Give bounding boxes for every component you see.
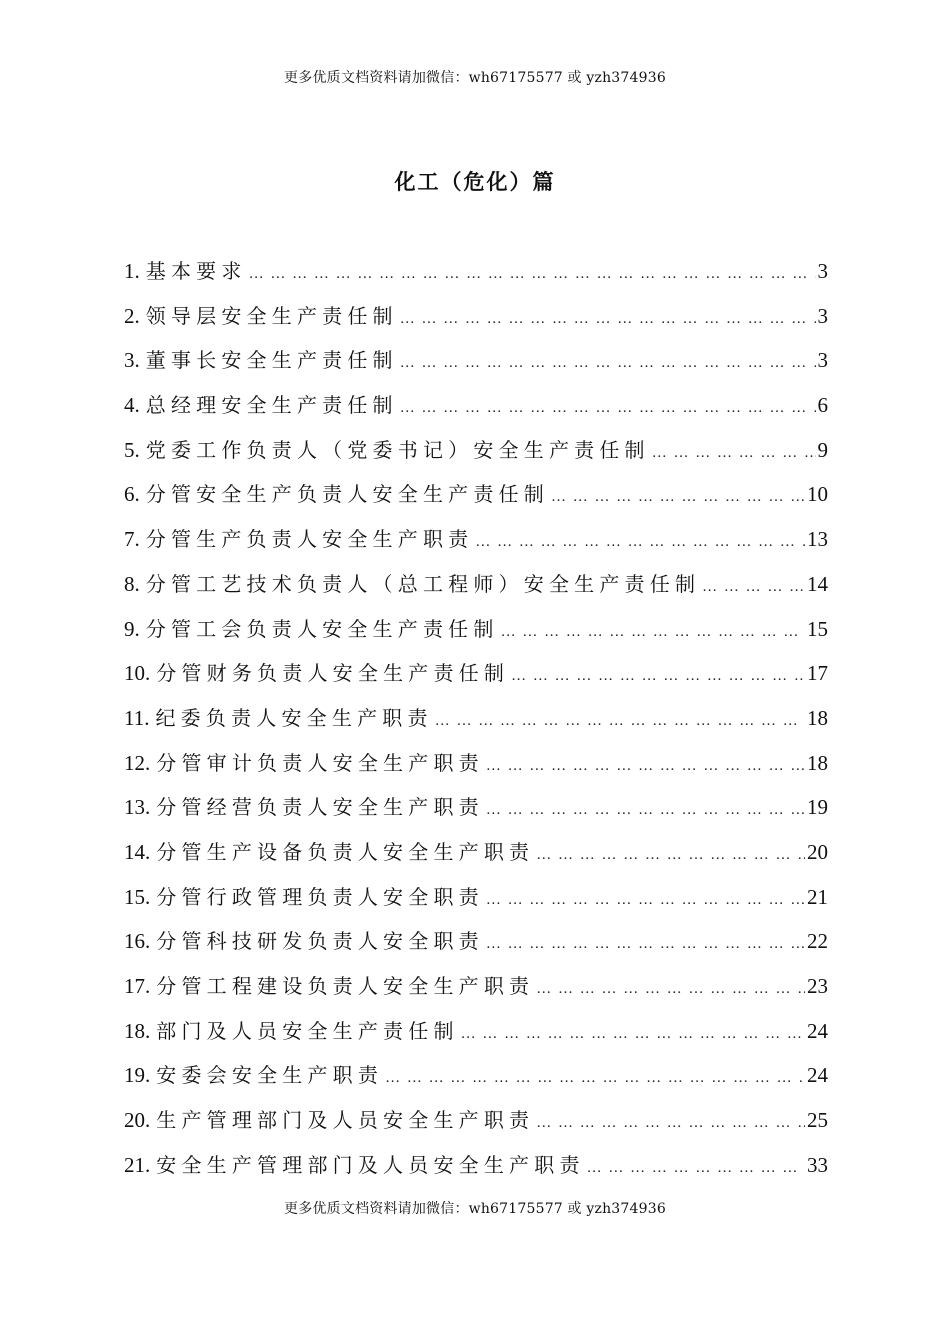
toc-entry-label: 分管审计负责人安全生产职责: [156, 750, 484, 775]
toc-entry-label: 部门及人员安全生产责任制: [156, 1018, 459, 1043]
toc-dot-leader: [486, 793, 805, 827]
toc-entry-page: 25: [807, 1108, 828, 1133]
toc-entry-label: 分管生产负责人安全生产职责: [145, 527, 474, 552]
toc-entry-label: 领导层安全生产责任制: [145, 303, 398, 328]
toc-entry[interactable]: [124, 880, 828, 925]
toc-entry[interactable]: [124, 746, 828, 791]
toc-entry[interactable]: [124, 477, 828, 522]
toc-entry-label: 安全生产管理部门及人员安全生产职责: [156, 1152, 585, 1177]
toc-entry[interactable]: [124, 1058, 828, 1103]
toc-entry[interactable]: [124, 656, 828, 701]
toc-entry-number: 12.: [124, 750, 151, 775]
toc-dot-leader: [486, 883, 805, 917]
toc-entry-label: 分管科技研发负责人安全职责: [156, 929, 484, 954]
toc-entry-page: 10: [807, 482, 828, 507]
toc-entry-label: 安委会安全生产职责: [156, 1063, 384, 1088]
toc-entry-label: 分管财务负责人安全生产责任制: [156, 661, 510, 686]
toc-entry-label: 基本要求: [145, 259, 247, 283]
toc-entry-label: 分管生产设备负责人安全生产职责: [156, 839, 535, 864]
toc-entry-number: 2.: [124, 303, 140, 328]
toc-entry-number: 3.: [124, 348, 140, 373]
toc-entry-label: 生产管理部门及人员安全生产职责: [156, 1108, 535, 1133]
toc-entry-label: 分管工会负责人安全生产责任制: [145, 616, 499, 641]
toc-entry-number: 17.: [124, 974, 151, 998]
toc-entry-number: 6.: [124, 482, 140, 507]
toc-entry-label: 分管行政管理负责人安全职责: [156, 884, 484, 909]
toc-entry-number: 18.: [124, 1018, 151, 1043]
toc-entry-page: 9: [817, 437, 828, 462]
toc-entry-label: 总经理安全生产责任制: [145, 393, 398, 418]
toc-entry-page: 3: [817, 259, 828, 283]
toc-entry[interactable]: [124, 790, 828, 835]
toc-dot-leader: [587, 1151, 805, 1185]
toc-entry-page: 14: [807, 571, 828, 596]
toc-dot-leader: [461, 1017, 805, 1051]
toc-entry[interactable]: [124, 1014, 828, 1059]
toc-entry-number: 8.: [124, 571, 140, 596]
toc-entry-page: 21: [807, 884, 828, 909]
toc-entry-number: 13.: [124, 795, 151, 820]
toc-dot-leader: [652, 436, 816, 470]
toc-dot-leader: [486, 927, 805, 961]
page-header-note: 更多优质文档资料请加微信：wh67175577 或 yzh374936: [284, 70, 666, 86]
toc-entry[interactable]: [124, 388, 828, 433]
toc-dot-leader: [511, 659, 805, 693]
toc-entry-number: 20.: [124, 1108, 151, 1133]
toc-entry-label: 分管工程建设负责人安全生产职责: [156, 974, 535, 998]
toc-entry[interactable]: [124, 701, 828, 746]
toc-dot-leader: [551, 480, 805, 514]
table-of-contents: [124, 254, 828, 1192]
toc-entry-page: 13: [807, 527, 828, 552]
toc-dot-leader: [435, 704, 805, 738]
toc-entry-label: 董事长安全生产责任制: [145, 348, 398, 373]
toc-entry[interactable]: [124, 924, 828, 969]
toc-entry-page: 6: [817, 393, 828, 418]
toc-entry[interactable]: [124, 969, 828, 1014]
toc-entry-number: 11.: [124, 705, 150, 730]
toc-entry-label: 分管安全生产负责人安全生产责任制: [145, 482, 549, 507]
toc-entry[interactable]: [124, 612, 828, 657]
toc-dot-leader: [501, 615, 805, 649]
toc-entry-number: 19.: [124, 1063, 151, 1088]
toc-entry-page: 3: [817, 303, 828, 328]
toc-entry[interactable]: [124, 299, 828, 344]
toc-entry[interactable]: [124, 343, 828, 388]
toc-entry[interactable]: [124, 433, 828, 478]
toc-entry-label: 分管工艺技术负责人（总工程师）安全生产责任制: [145, 571, 701, 596]
toc-dot-leader: [400, 302, 816, 336]
toc-entry-number: 16.: [124, 929, 151, 954]
toc-entry-page: 17: [807, 661, 828, 686]
toc-entry-page: 19: [807, 795, 828, 820]
toc-entry-label: 分管经营负责人安全生产职责: [156, 795, 484, 820]
toc-entry-label: 纪委负责人安全生产职责: [155, 705, 433, 730]
toc-entry[interactable]: [124, 835, 828, 880]
toc-dot-leader: [475, 525, 805, 559]
toc-entry[interactable]: [124, 522, 828, 567]
toc-entry-page: 18: [807, 750, 828, 775]
toc-dot-leader: [400, 391, 816, 425]
toc-entry-label: 党委工作负责人（党委书记）安全生产责任制: [145, 437, 650, 462]
toc-entry-page: 20: [807, 839, 828, 864]
toc-entry-page: 22: [807, 929, 828, 954]
toc-entry-number: 14.: [124, 839, 151, 864]
toc-dot-leader: [536, 1106, 805, 1140]
toc-entry-number: 10.: [124, 661, 151, 686]
toc-dot-leader: [536, 972, 805, 1006]
document-title: 化工（危化）篇: [394, 169, 556, 194]
toc-entry[interactable]: [124, 567, 828, 612]
toc-entry-page: 18: [807, 705, 828, 730]
toc-entry-number: 5.: [124, 437, 140, 462]
toc-entry-number: 1.: [124, 259, 140, 283]
toc-entry-number: 21.: [124, 1152, 151, 1177]
toc-dot-leader: [249, 257, 816, 291]
toc-entry-number: 15.: [124, 884, 151, 909]
toc-entry-page: 3: [817, 348, 828, 373]
toc-entry[interactable]: [124, 1103, 828, 1148]
toc-dot-leader: [400, 346, 816, 380]
toc-entry-page: 33: [807, 1152, 828, 1177]
toc-dot-leader: [536, 838, 805, 872]
toc-entry-page: 15: [807, 616, 828, 641]
toc-entry-page: 24: [807, 1063, 828, 1088]
toc-dot-leader: [702, 570, 805, 604]
toc-entry[interactable]: [124, 254, 828, 299]
toc-entry-page: 24: [807, 1018, 828, 1043]
page-footer-note: 更多优质文档资料请加微信：wh67175577 或 yzh374936: [284, 1201, 666, 1217]
toc-entry-number: 7.: [124, 527, 140, 552]
toc-entry-number: 4.: [124, 393, 140, 418]
toc-dot-leader: [385, 1061, 805, 1095]
toc-entry-page: 23: [807, 974, 828, 998]
toc-entry-number: 9.: [124, 616, 140, 641]
toc-entry[interactable]: [124, 1148, 828, 1193]
toc-dot-leader: [486, 749, 805, 783]
